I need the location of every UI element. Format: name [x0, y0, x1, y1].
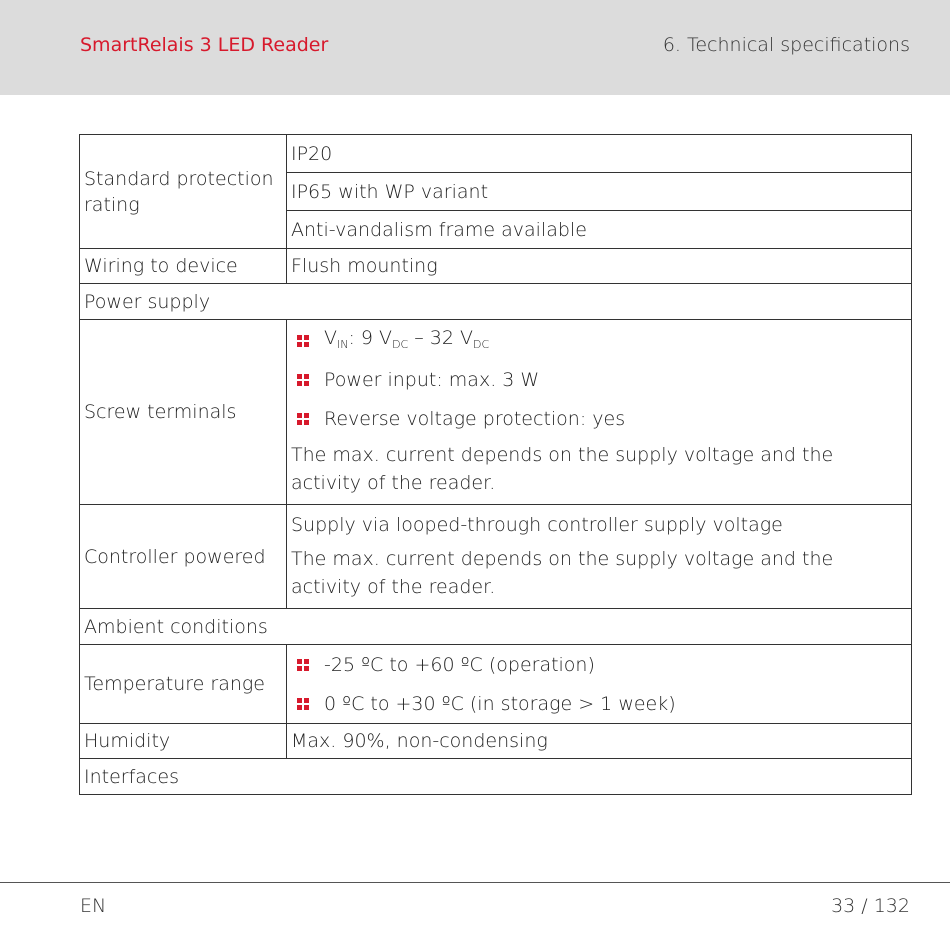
table-row — [80, 284, 912, 320]
controller-powered-label: Controller powered — [80, 505, 287, 609]
document-title: SmartRelais 3 LED Reader — [80, 34, 329, 56]
list-item: 0 ºC to +30 ºC (in storage > 1 week) — [291, 684, 907, 723]
spec-table — [79, 134, 912, 795]
ambient-conditions-heading: Ambient conditions — [80, 609, 912, 645]
table-row — [80, 645, 912, 724]
screw-terminals-label: Screw terminals — [80, 320, 287, 505]
table-row — [80, 724, 912, 759]
list-item: IP65 with WP variant — [287, 173, 911, 211]
list-item: Supply via looped-through controller supply voltage — [291, 513, 783, 536]
list-item: Anti-vandalism frame available — [291, 218, 587, 241]
list-item: Power input: max. 3 W — [291, 361, 907, 400]
table-row — [80, 320, 912, 505]
temperature-label: Temperature range — [80, 645, 287, 724]
bullet-icon — [297, 374, 309, 386]
power-supply-heading: Power supply — [80, 284, 912, 320]
bullet-icon — [297, 335, 309, 347]
wiring-label: Wiring to device — [80, 249, 287, 284]
bullet-icon — [297, 413, 309, 425]
page-header — [0, 0, 950, 95]
input-voltage: $V_{IN}$: 9 $V_{DC} - 32$ $V_{DC}$ — [324, 326, 490, 351]
page-number: 33 / 132 — [831, 895, 910, 917]
language-code: EN — [80, 895, 107, 917]
list-item — [291, 322, 907, 361]
controller-powered-values — [287, 505, 912, 609]
humidity-value: Max. 90%, non-condensing — [287, 724, 912, 759]
protection-label: Standard protection rating — [80, 135, 287, 249]
table-row — [80, 759, 912, 795]
wiring-value: Flush mounting — [287, 249, 912, 284]
table-row — [80, 249, 912, 284]
controller-powered-note: The max. current depends on the supply voltage and the activity of the reader. — [291, 547, 834, 598]
list-item: IP20 — [287, 135, 911, 173]
table-row — [80, 135, 912, 249]
protection-values — [287, 135, 912, 249]
footer-divider — [0, 882, 950, 883]
screw-terminals-note: The max. current depends on the supply voltage and the activity of the reader. — [291, 443, 834, 494]
humidity-label: Humidity — [80, 724, 287, 759]
screw-terminals-values — [287, 320, 912, 505]
temperature-values — [287, 645, 912, 724]
table-row — [80, 505, 912, 609]
bullet-icon — [297, 659, 309, 671]
list-item: Reverse voltage protection: yes — [291, 400, 907, 439]
bullet-icon — [297, 698, 309, 710]
list-item: -25 ºC to +60 ºC (operation) — [291, 645, 907, 684]
table-row — [80, 609, 912, 645]
section-title: 6. Technical specifications — [662, 34, 910, 56]
interfaces-heading: Interfaces — [80, 759, 912, 795]
